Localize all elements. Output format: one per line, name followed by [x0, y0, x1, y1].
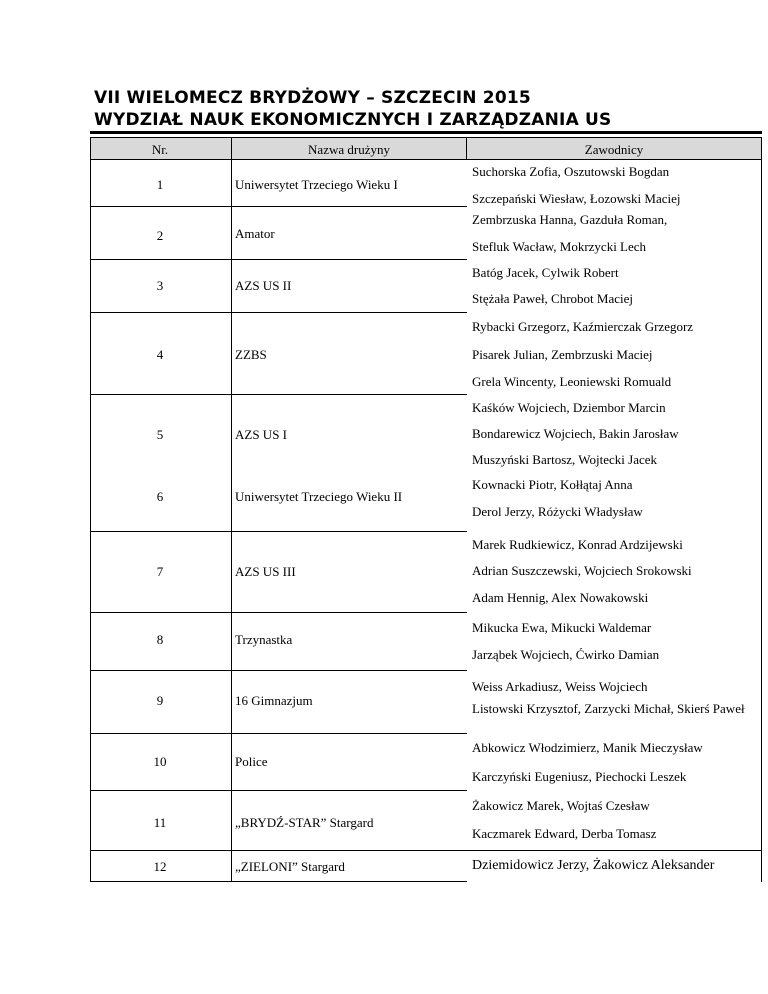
player-pair: Adam Hennig, Alex Nowakowski: [472, 590, 649, 605]
player-pair: Rybacki Grzegorz, Kaźmierczak Grzegorz: [472, 319, 694, 334]
player-pair: Dziemidowicz Jerzy, Żakowicz Aleksander: [472, 858, 715, 873]
title-underline: [90, 131, 762, 134]
title-line-1: VII WIELOMECZ BRYDŻOWY – SZCZECIN 2015: [94, 88, 531, 108]
team-name: Amator: [235, 226, 275, 241]
player-pair: Pisarek Julian, Zembrzuski Maciej: [472, 347, 653, 362]
row-number: 8: [156, 632, 164, 647]
row-number: 12: [153, 859, 167, 874]
row-divider: [90, 790, 467, 791]
header-team: Nazwa drużyny: [308, 142, 390, 157]
player-pair: Żakowicz Marek, Wojtaś Czesław: [472, 798, 650, 813]
player-pair: Weiss Arkadiusz, Weiss Wojciech: [472, 679, 648, 694]
player-pair: Kownacki Piotr, Kołłątaj Anna: [472, 477, 633, 492]
player-pair: Stefluk Wacław, Mokrzycki Lech: [472, 239, 647, 254]
team-name: Trzynastka: [235, 632, 293, 647]
header-nr: Nr.: [151, 142, 169, 157]
table-right-border: [761, 137, 762, 882]
row-number: 1: [156, 177, 164, 192]
row-divider: [90, 612, 467, 613]
player-pair: Listowski Krzysztof, Zarzycki Michał, Skierś Paweł: [472, 701, 745, 716]
row-number: 7: [156, 564, 164, 579]
row-number: 3: [156, 278, 164, 293]
row-number: 10: [153, 754, 167, 769]
table-header-bottom: [90, 159, 762, 160]
table-top-border: [90, 137, 762, 138]
player-pair: Adrian Suszczewski, Wojciech Srokowski: [472, 563, 692, 578]
row-divider: [90, 670, 467, 671]
team-name: „BRYDŹ-STAR” Stargard: [235, 815, 374, 830]
team-name: Uniwersytet Trzeciego Wieku II: [235, 489, 403, 504]
player-pair: Muszyński Bartosz, Wojtecki Jacek: [472, 452, 658, 467]
row-number: 5: [156, 427, 164, 442]
team-name: „ZIELONI” Stargard: [235, 859, 345, 874]
team-name: AZS US I: [235, 427, 288, 442]
row-divider: [90, 206, 467, 207]
row-number: 2: [156, 228, 164, 243]
team-name: AZS US II: [235, 278, 292, 293]
team-name: AZS US III: [235, 564, 296, 579]
player-pair: Zembrzuska Hanna, Gazduła Roman,: [472, 212, 668, 227]
player-pair: Kaczmarek Edward, Derba Tomasz: [472, 826, 657, 841]
table-bottom-border: [90, 881, 467, 882]
row-number: 9: [156, 693, 164, 708]
row-number: 4: [156, 347, 164, 362]
player-pair: Jarząbek Wojciech, Ćwirko Damian: [472, 647, 660, 662]
player-pair: Szczepański Wiesław, Łozowski Maciej: [472, 191, 681, 206]
player-pair: Stężała Paweł, Chrobot Maciej: [472, 291, 634, 306]
player-pair: Karczyński Eugeniusz, Piechocki Leszek: [472, 769, 687, 784]
row-divider: [90, 531, 467, 532]
player-pair: Batóg Jacek, Cylwik Robert: [472, 265, 619, 280]
row-divider: [90, 733, 467, 734]
team-name: Uniwersytet Trzeciego Wieku I: [235, 177, 398, 192]
header-players: Zawodnicy: [584, 142, 644, 157]
row-number: 6: [156, 489, 164, 504]
player-pair: Suchorska Zofia, Oszutowski Bogdan: [472, 164, 670, 179]
team-name: ZZBS: [235, 347, 267, 362]
player-pair: Marek Rudkiewicz, Konrad Ardzijewski: [472, 537, 683, 552]
row-divider: [90, 312, 467, 313]
player-pair: Grela Wincenty, Leoniewski Romuald: [472, 374, 672, 389]
player-pair: Kaśków Wojciech, Dziembor Marcin: [472, 400, 666, 415]
player-pair: Abkowicz Włodzimierz, Manik Mieczysław: [472, 740, 703, 755]
player-pair: Derol Jerzy, Różycki Władysław: [472, 504, 643, 519]
title-line-2: WYDZIAŁ NAUK EKONOMICZNYCH I ZARZĄDZANIA US: [94, 110, 612, 130]
table-left-border: [90, 137, 91, 882]
row-number: 11: [153, 815, 167, 830]
player-pair: Mikucka Ewa, Mikucki Waldemar: [472, 620, 652, 635]
team-name: 16 Gimnazjum: [235, 693, 313, 708]
player-pair: Bondarewicz Wojciech, Bakin Jarosław: [472, 426, 679, 441]
row-divider: [90, 259, 467, 260]
table-column-divider-1: [231, 137, 232, 882]
row-divider: [90, 394, 467, 395]
row-divider: [90, 850, 762, 851]
team-name: Police: [235, 754, 268, 769]
